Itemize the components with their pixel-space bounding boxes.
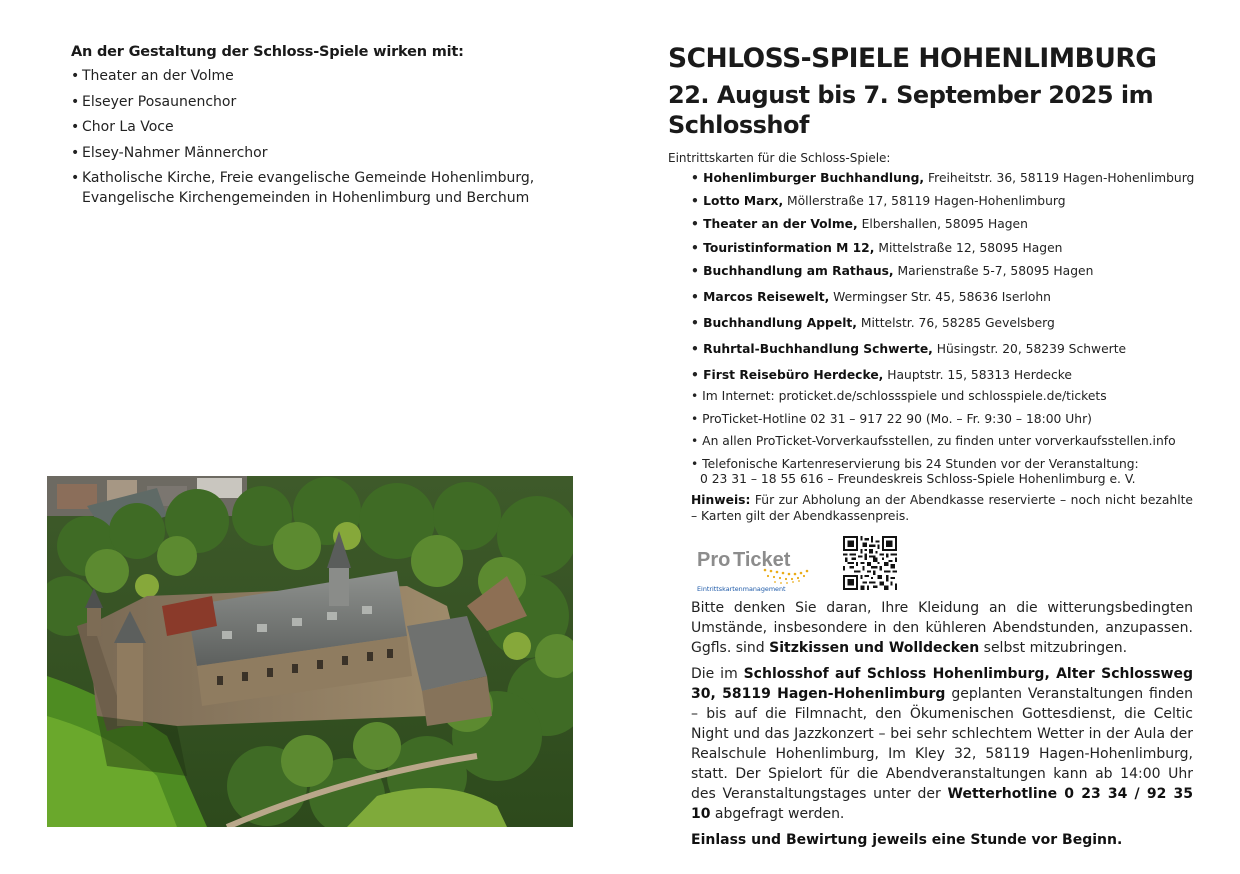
- vendor-item: [691, 193, 1194, 209]
- vendor-name: Hohenlimburger Buchhandlung,: [703, 171, 925, 185]
- vendor-address: Elbershallen, 58095 Hagen: [857, 217, 1028, 231]
- weather-hotline: Wetterhotline 0 23 34 / 92 35 10: [691, 785, 1194, 822]
- venue-address: Schlosshof auf Schloss Hohenlimburg, Alter Schlossweg 30, 58119 Hagen-Hohenlimburg: [691, 665, 1193, 702]
- participant-item: • Elsey-Nahmer Männerchor: [71, 143, 591, 163]
- vendor-list: [691, 170, 1194, 383]
- vendor-address: Möllerstraße 17, 58119 Hagen-Hohenlimburg: [783, 194, 1066, 208]
- clothing-text-end: selbst mitzubringen.: [979, 639, 1128, 656]
- vendor-item: [691, 216, 1194, 232]
- vendor-item: [691, 289, 1194, 305]
- vendor-address: Hauptstr. 15, 58313 Herdecke: [883, 368, 1072, 382]
- clothing-note: [691, 598, 1193, 658]
- vendor-name: Theater an der Volme,: [703, 217, 858, 231]
- participants-section: [71, 44, 591, 214]
- hint-note: [691, 492, 1193, 524]
- vendor-name: Ruhrtal-Buchhandlung Schwerte,: [703, 342, 933, 356]
- hint-label: Hinweis:: [691, 492, 751, 507]
- vendor-item: [691, 367, 1194, 383]
- logo-pro-text: Pro: [697, 548, 731, 571]
- tickets-intro: Eintrittskarten für die Schloss-Spiele:: [668, 151, 891, 165]
- vendor-name: Lotto Marx,: [703, 194, 784, 208]
- venue-text-end: abgefragt werden.: [710, 805, 845, 822]
- logo-row: [691, 536, 1194, 596]
- phone-reservation-line1: Telefonische Kartenreservierung bis 24 Stunden vor der Veranstaltung:: [702, 456, 1139, 471]
- vendor-name: Buchhandlung Appelt,: [703, 316, 857, 330]
- vendor-address: Marienstraße 5-7, 58095 Hagen: [893, 264, 1094, 278]
- ticket-option-phone: [691, 457, 1194, 487]
- venue-text-middle: geplanten Veranstaltungen finden – bis auf die Filmnacht, den Ökumenischen Gottesdienst, die Celtic Night und das Jazzkonzert – bei sehr schlechtem Wetter in der Aula der Realschule Hohenlimburg, Im Kley 32, 58119 Hagen-Hohenlimburg, statt. Der Spielort für die Abendveranstaltungen kann ab 14:00 Uhr des Veranstaltungstages unter der: [691, 685, 1194, 802]
- castle-aerial-photo: [47, 476, 573, 827]
- qr-code-icon: [843, 536, 897, 590]
- page-title: SCHLOSS-SPIELE HOHENLIMBURG: [668, 43, 1157, 74]
- hint-text: Für zur Abholung an der Abendkasse reservierte – noch nicht bezahlte – Karten gilt der Abendkassenpreis.: [691, 492, 1193, 523]
- logo-ticket-text: Ticket: [733, 548, 791, 571]
- proticket-logo: [695, 540, 821, 594]
- participant-item: • Theater an der Volme: [71, 66, 591, 86]
- vendor-item: [691, 341, 1194, 357]
- ticket-option-online: • Im Internet: proticket.de/schlossspiele und schlosspiele.de/tickets: [691, 389, 1194, 404]
- vendor-name: First Reisebüro Herdecke,: [703, 368, 884, 382]
- venue-note: [691, 664, 1193, 824]
- vendor-address: Freiheitstr. 36, 58119 Hagen-Hohenlimburg: [924, 171, 1195, 185]
- participant-item: • Elseyer Posaunenchor: [71, 92, 591, 112]
- vendor-name: Marcos Reisewelt,: [703, 290, 830, 304]
- participant-item: • Katholische Kirche, Freie evangelische Gemeinde Hohenlimburg, Evangelische Kirchengemeinden in Hohenlimburg und Berchum: [71, 168, 591, 208]
- ticket-option-hotline: • ProTicket-Hotline 02 31 – 917 22 90 (Mo. – Fr. 9:30 – 18:00 Uhr): [691, 412, 1194, 427]
- vendor-item: [691, 263, 1194, 279]
- logo-tagline: Eintrittskartenmanagement: [697, 584, 786, 593]
- event-info-section: [668, 42, 1194, 856]
- admission-note: [691, 830, 1193, 850]
- vendor-address: Mittelstraße 12, 58095 Hagen: [874, 241, 1063, 255]
- vendor-address: Wermingser Str. 45, 58636 Iserlohn: [829, 290, 1051, 304]
- participant-item: • Chor La Voce: [71, 117, 591, 137]
- ticket-option-presale: • An allen ProTicket-Vorverkaufsstellen, zu finden unter vorverkaufsstellen.info: [691, 434, 1194, 449]
- vendor-address: Hüsingstr. 20, 58239 Schwerte: [932, 342, 1127, 356]
- vendor-item: [691, 240, 1194, 256]
- clothing-text: Bitte denken Sie daran, Ihre Kleidung an die witterungsbedingten Umstände, insbesondere in den kühleren Abendstunden, anzupassen. Ggfls. sind: [691, 599, 1193, 656]
- vendor-address: Mittelstr. 76, 58285 Gevelsberg: [856, 316, 1055, 330]
- participants-heading: An der Gestaltung der Schloss-Spiele wirken mit:: [71, 44, 464, 60]
- admission-text: Einlass und Bewirtung jeweils eine Stunde vor Beginn.: [691, 831, 1123, 848]
- participants-list: [71, 66, 591, 208]
- vendor-name: Buchhandlung am Rathaus,: [703, 264, 894, 278]
- vendor-item: [691, 170, 1194, 186]
- vendor-name: Touristinformation M 12,: [703, 241, 875, 255]
- castle-illustration: [47, 476, 573, 827]
- phone-reservation-line2: 0 23 31 – 18 55 616 – Freundeskreis Schloss-Spiele Hohenlimburg e. V.: [700, 471, 1136, 486]
- event-dates: 22. August bis 7. September 2025 im Schlosshof: [668, 81, 1154, 139]
- clothing-bold: Sitzkissen und Wolldecken: [769, 639, 980, 656]
- other-ticket-options: [691, 389, 1194, 487]
- info-text: [691, 598, 1193, 850]
- vendor-item: [691, 315, 1194, 331]
- venue-text-start: Die im: [691, 665, 744, 682]
